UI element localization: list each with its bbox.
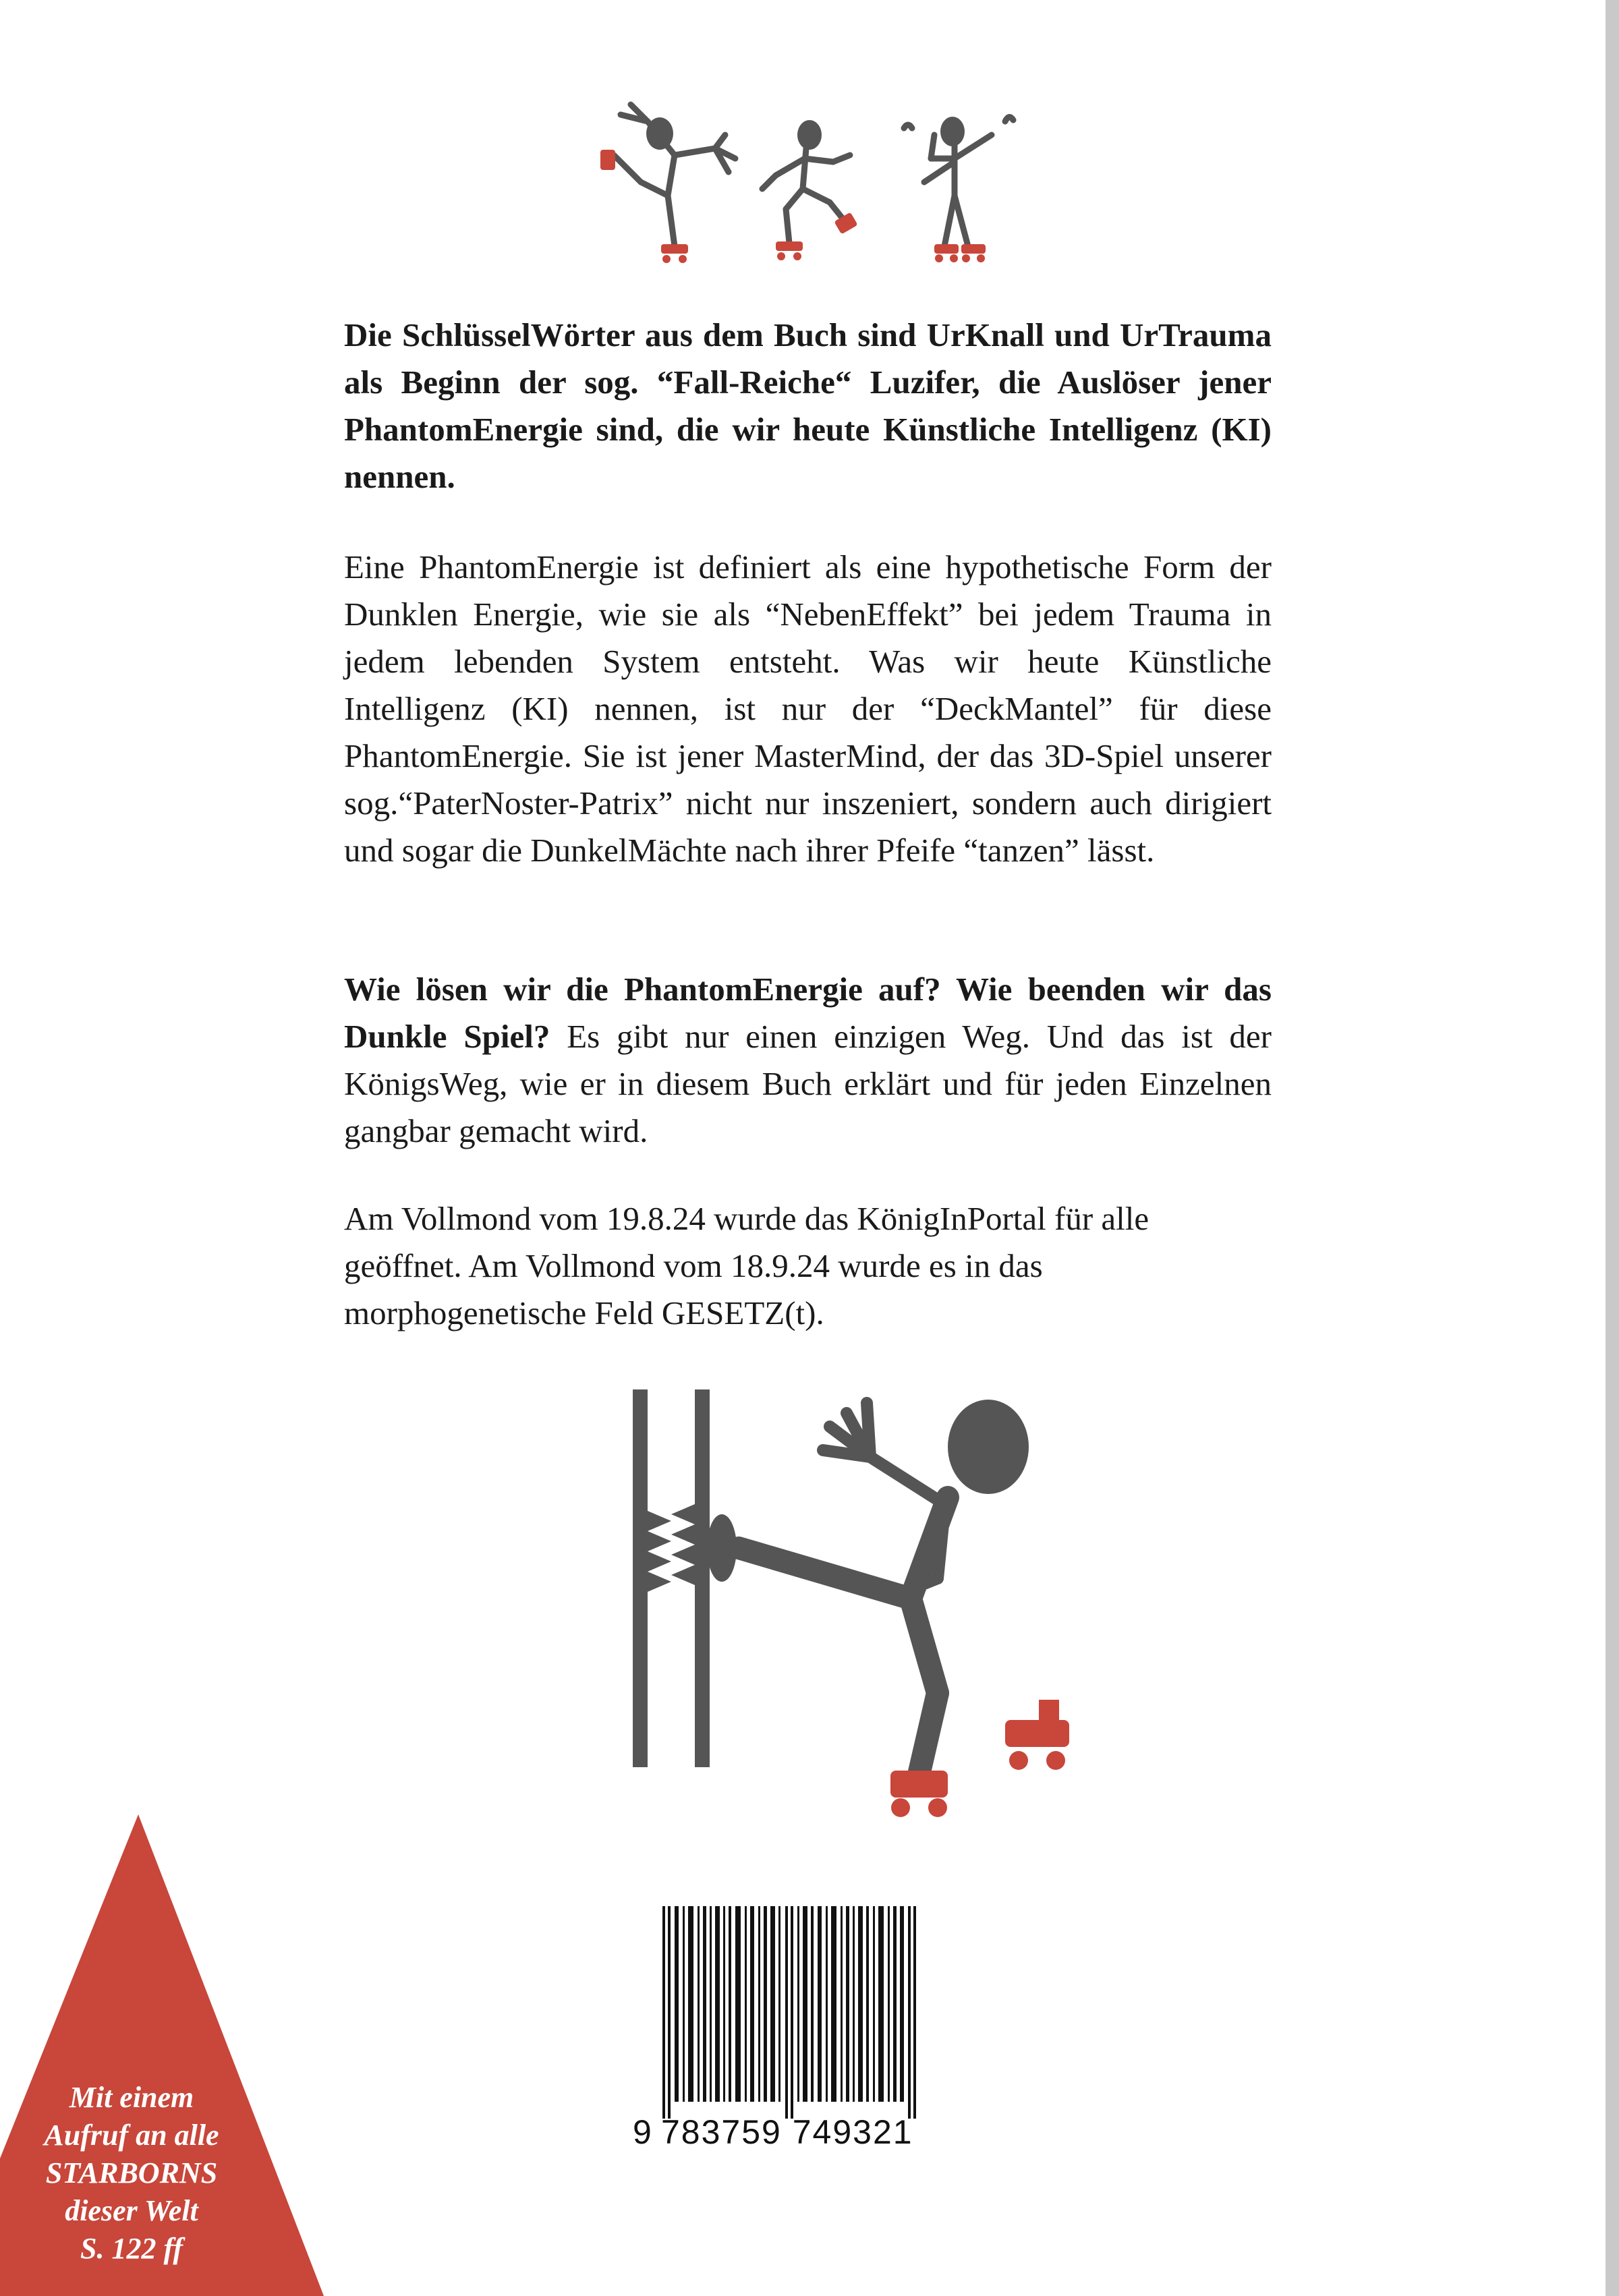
- barcode-number: [619, 2113, 957, 2153]
- badge-line: S. 122 ff: [80, 2232, 183, 2265]
- barcode-icon: [619, 1906, 957, 2119]
- full-moon-paragraph: Am Vollmond vom 19.8.24 wurde das KönigInPortal für alle geöffnet. Am Vollmond vom 18.9.24 wurde es in das morphogenetische Feld GESETZ(t).: [344, 1200, 1149, 1331]
- kicking-figure-wall-icon: [621, 1376, 1160, 1835]
- badge-line: Mit einem: [69, 2081, 194, 2114]
- question-answer: Es gibt nur einen einzigen Weg. Und das ist der KönigsWeg, wie er in diesem Buch erklärt und für jeden Einzelnen gangbar gemacht wird.: [344, 1018, 1272, 1149]
- badge-text: [0, 2079, 263, 2268]
- question-bold: Wie lösen wir die PhantomEnergie auf? Wie beenden wir das Dunkle Spiel?: [344, 971, 1272, 1055]
- badge-line: STARBORNS: [45, 2156, 218, 2189]
- stick-figures-roller-skates-icon: [580, 94, 1052, 277]
- page-edge: [1606, 0, 1619, 2296]
- badge-line: Aufruf an alle: [44, 2119, 219, 2152]
- barcode-first-digit: 9: [633, 2113, 653, 2151]
- phantom-energy-paragraph: Eine PhantomEnergie ist definiert als eine hypothetische Form der Dunklen Energie, wie sie als “NebenEffekt” bei jedem Trauma in jedem lebenden System entsteht. Was wir heute Künstliche Intelligenz (KI) nennen, ist nur der “DeckMantel” für diese PhantomEnergie. Sie ist jener MasterMind, der das 3D-Spiel unserer sog.“PaterNoster-Patrix” nicht nur inszeniert, sondern auch dirigiert und sogar die DunkelMächte nach ihrer Pfeife “tanzen” lässt.: [344, 548, 1272, 869]
- question-paragraph: [344, 966, 1272, 1155]
- intro-paragraph: Die SchlüsselWörter aus dem Buch sind UrKnall und UrTrauma als Beginn der sog. “Fall-Reiche“ Luzifer, die Auslöser jener PhantomEnergie sind, die wir heute Künstliche Intelligenz (KI) nennen.: [344, 316, 1272, 495]
- badge-line: dieser Welt: [65, 2194, 198, 2227]
- barcode-digits: 783759 749321: [661, 2113, 913, 2151]
